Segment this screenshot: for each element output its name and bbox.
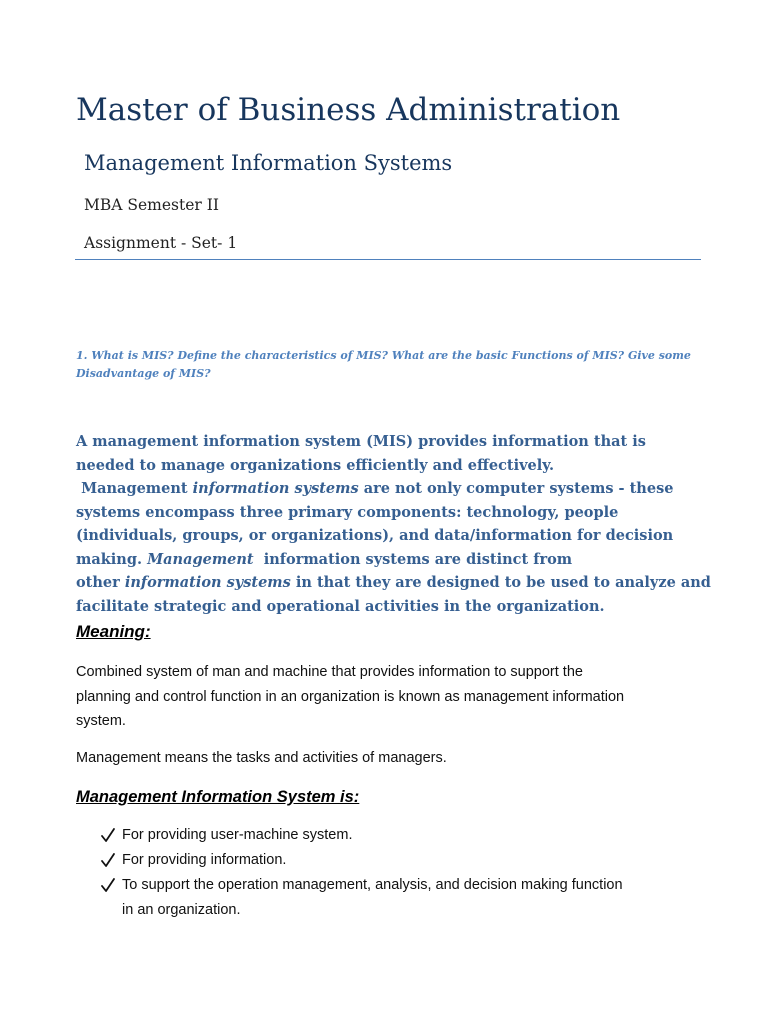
document-title: Master of Business Administration <box>76 92 621 128</box>
intro-line: other information systems in that they are designed to be used to analyze and <box>76 574 711 591</box>
intro-line: (individuals, groups, or organizations), and data/information for decision <box>76 527 674 544</box>
list-item <box>100 848 710 873</box>
list-item-text: For providing information. <box>122 852 287 868</box>
check-icon <box>100 848 116 873</box>
paragraph-line: system. <box>76 713 126 729</box>
paragraph-line: Combined system of man and machine that provides information to support the <box>76 664 583 680</box>
list-item <box>100 873 710 923</box>
question-text <box>76 347 706 383</box>
intro-line: A management information system (MIS) provides information that is <box>76 433 646 450</box>
question-line: Disadvantage of MIS? <box>76 367 211 380</box>
intro-emphasis: information systems <box>192 480 359 497</box>
paragraph-line: planning and control function in an organization is known as management information <box>76 688 625 705</box>
intro-line: Management information systems are not only computer systems - these <box>81 480 674 497</box>
mis-checklist <box>100 823 710 923</box>
intro-line: needed to manage organizations efficiently and effectively. <box>76 456 555 474</box>
question-line: 1. What is MIS? Define the characteristics of MIS? What are the basic Functions of MIS? Give some <box>76 349 691 362</box>
list-item-text: For providing user-machine system. <box>122 827 353 843</box>
check-icon <box>100 873 116 898</box>
intro-emphasis: information systems <box>124 574 291 591</box>
list-item-text: To support the operation management, analysis, and decision making function <box>122 877 623 893</box>
list-item <box>100 823 710 848</box>
intro-paragraph <box>76 430 716 618</box>
semester-label: MBA Semester II <box>84 196 219 214</box>
mis-heading: Management Information System is: <box>76 788 360 806</box>
intro-line: systems encompass three primary components: technology, people <box>76 503 619 521</box>
intro-line: making. Management information systems are distinct from <box>76 550 573 568</box>
meaning-heading: Meaning: <box>76 622 151 641</box>
check-icon <box>100 823 116 848</box>
meaning-paragraph <box>76 660 706 734</box>
intro-line: facilitate strategic and operational activities in the organization. <box>76 597 605 615</box>
intro-emphasis: Management <box>147 550 254 568</box>
header-divider <box>75 259 701 260</box>
assignment-label: Assignment - Set- 1 <box>84 234 238 252</box>
management-definition: Management means the tasks and activities of managers. <box>76 750 447 766</box>
document-subtitle: Management Information Systems <box>84 151 453 175</box>
list-item-text: in an organization. <box>122 902 241 918</box>
